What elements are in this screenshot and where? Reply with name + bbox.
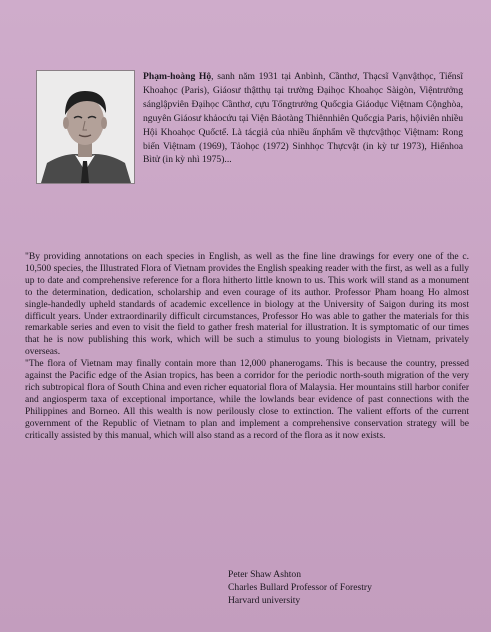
quote-paragraph-2: "The flora of Vietnam may finally contain more than 12,000 phanerogams. This is because the country, pressed against the Pacific edge of the Asian tropics, has been a corridor for the periodic north-south migration of the very rich subtropical flora of South China and even richer equatorial flora of Malaysia. Her mountains still harbor conifer and angiosperm taxa of exceptional importance, while the lowlands bear evidence of past connections with the Philippines and Borneo. All this wealth is now perilously close to extinction. The valient efforts of the current government of the Republic of Vietnam to plan and implement a comprehensive conservation strategy will be critically assisted by this manual, which will also stand as a record of the flora as it now exists. [25, 359, 469, 441]
author-portrait [36, 70, 135, 184]
signature-institution: Harvard university [228, 594, 301, 606]
author-name: Phạm-hoàng Hộ [143, 71, 212, 82]
signature-name: Peter Shaw Ashton [228, 569, 302, 580]
testimonial-quote [25, 252, 469, 443]
author-bio [143, 70, 463, 167]
author-portrait-drawing [37, 71, 134, 183]
quote-paragraph-1: "By providing annotations on each species in English, as well as the fine line drawings for every one of the c. 10,500 species, the Illustrated Flora of Vietnam provides the English speaking reader with the first, as well as a fully up to date and comprehensive reference for a flora hitherto little known to us. This work will stand as a monument to the determination, dedication, scholarship and even courage of its author. Professor Pham hoang Ho almost single-handedly upheld standards of academic excellence in biology at the University of Saigon during its most difficult years. Under extraordinarily difficult circumstances, Professor Ho was able to gather the materials for this remarkable series and even to visit the field to gather fresh material for illustration. It is symptomatic of our times that he is now publishing this work, which will be such a stimulus to young biologists in Vietnam, privately overseas. [25, 252, 469, 358]
author-bio-text: , sanh năm 1931 tại Anbình, Cầnthơ, Thạcsĩ Vạnvậthọc, Tiếnsĩ Khoahọc (Paris), Giáosư thậtthụ tại trường Đạihọc Khoahọc Sàigòn, Việntrưởng sánglậpviên Đạihọc Cầnthơ, cựu Tổngtrưởng Quốcgia Giáodục Việtnam Cộnghòa, nguyên Giáosư khảocứu tại Viện Bảotàng Thiênnhiên Quốcgia Paris, hộiviên nhiều Hội Khoahọc Quốctế. Là tácgiả của nhiều ấnphẩm về thựcvậthọc Việtnam: Rong biển Việtnam (1969), Tảohọc (1972) Sinhhọc Thựcvật (in kỳ tư 1973), Hiểnhoa Bìtử (in kỳ nhì 1975)... [143, 71, 463, 166]
signature-title: Charles Bullard Professor of Forestry [228, 581, 372, 593]
signature-block [228, 569, 372, 607]
